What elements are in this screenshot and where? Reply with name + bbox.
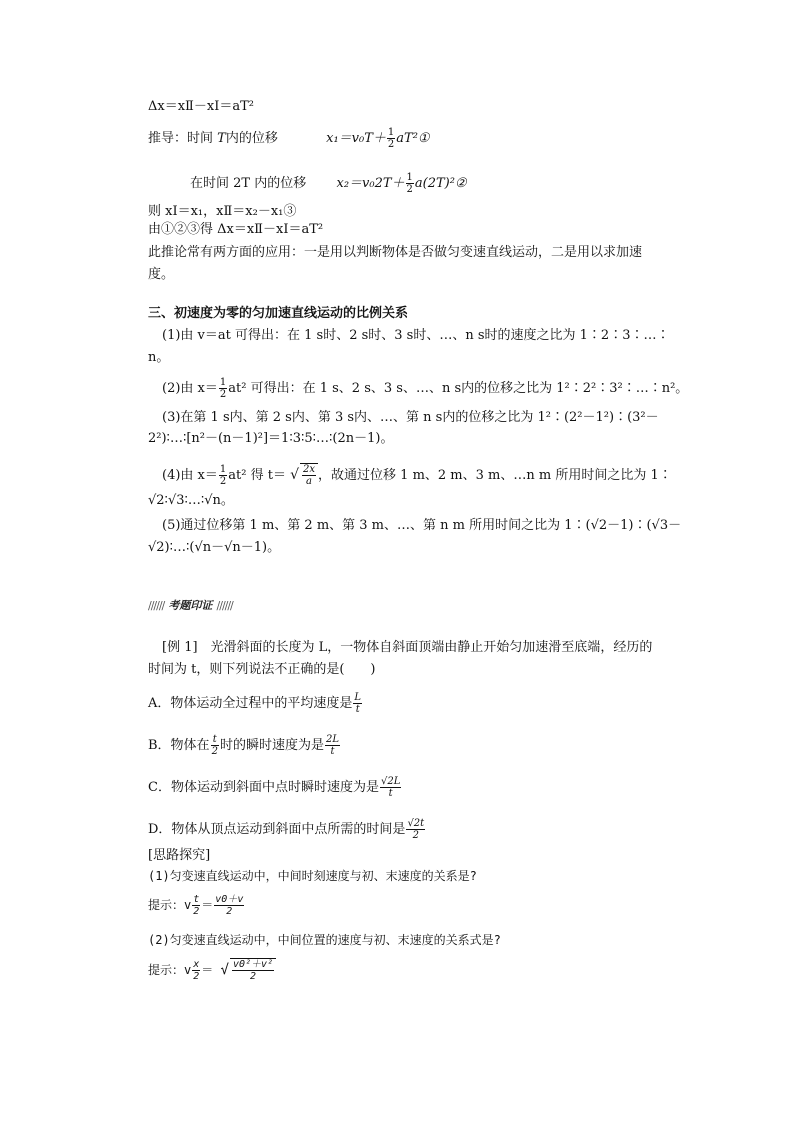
ratio-1: (1)由 v＝at 可得出：在 1 s时、2 s时、3 s时、…、n s时的速度之比为 1∶2∶3∶…∶ [162,328,670,343]
option-b-fraction: $\frac{2L}{t}$ [325,734,339,757]
option-b [148,734,341,757]
ratio-3-cont: 2²)∶…∶[n²－(n－1)²]＝1∶3∶5∶…∶(2n－1)。 [148,431,394,446]
derivation-label: 推导：时间 [148,131,214,146]
ratio-3: (3)在第 1 s内、第 2 s内、第 3 s内、…、第 n s内的位移之比为 1²∶(2²－1²)∶(3²－ [162,410,659,425]
derivation-line-2 [190,172,467,195]
option-a-text: A．物体运动全过程中的平均速度是 [148,696,353,711]
ratio-4-mid: at² 得 t＝ [228,468,286,483]
sqrt-icon-2: √ [220,962,229,978]
application-text: 此推论常有两方面的应用：一是用以判断物体是否做匀变速直线运动，二是用以求加速 [148,245,643,260]
explore-heading: [思路探究] [148,848,211,863]
hint-2-sqrt: $\frac{\text{v0²＋v²}}{2}$ [230,958,276,982]
ratio-4-post: ，故通过位移 1 m、2 m、3 m、…n m 所用时间之比为 1∶ [318,468,672,483]
derivation-line-4: 由①②③得 Δx＝xⅡ－xⅠ＝aT² [148,222,324,237]
derivation-line-1 [148,127,430,150]
banner-hatch-left: ////// [148,599,165,612]
explore-question-1: (1)匀变速直线运动中，中间时刻速度与初、末速度的关系是? [148,869,477,883]
hint-1-equals: ＝ [201,898,214,912]
banner-hatch-right: ////// [216,599,233,612]
hint-2 [148,958,276,982]
hint-2-subscript: $\frac{x}{2}$ [193,959,200,982]
hint-1-label: 提示：v [148,898,192,912]
option-c [148,776,402,799]
x2-formula-pre: x₂＝v₀2T＋ [336,176,405,191]
hint-2-label: 提示：v [148,963,192,977]
derivation-label-rest: 内的位移 [225,131,278,146]
option-d-text: D．物体从顶点运动到斜面中点所需的时间是 [148,822,406,837]
option-c-text: C．物体运动到斜面中点时瞬时速度为是 [148,780,379,795]
ratio-4 [162,463,672,487]
ratio-1-cont: n。 [148,350,170,365]
ratio-4-cont: √2∶√3∶…∶√n。 [148,493,234,508]
option-c-fraction: $\frac{√2L}{t}$ [380,776,401,799]
option-a-fraction: $\frac{L}{t}$ [354,692,362,715]
derivation-label-2: 在时间 2T 内的位移 [190,176,307,191]
option-a [148,692,363,715]
option-b-text: B．物体在 [148,738,210,753]
sqrt-2x-over-a: $\frac{2x}{a}$ [300,463,318,487]
x2-formula-post: a(2T)²② [414,176,467,191]
ratio-5-cont: √2)∶…∶(√n－√n－1)。 [148,540,281,555]
derivation-T: T [217,131,226,146]
exam-banner [148,598,233,614]
ratio-5: (5)通过位移第 1 m、第 2 m、第 3 m、…、第 n m 所用时间之比为 1∶(√2－1)∶(√3－ [162,518,682,533]
application-text-cont: 度。 [148,267,175,282]
x1-formula-post: aT²① [396,131,430,146]
ratio-2 [162,377,688,400]
option-d-fraction: $\frac{√2t}{2}$ [407,818,425,841]
option-b-time-fraction: $\frac{t}{2}$ [211,734,218,757]
banner-label: 考题印证 [168,599,213,612]
hint-2-equals: ＝ [201,963,214,977]
ratio-2-post: at² 可得出：在 1 s、2 s、3 s、…、n s内的位移之比为 1²∶2²∶3²∶…∶n²。 [228,381,689,396]
example-question: [例 1] 光滑斜面的长度为 L，一物体自斜面顶端由静止开始匀加速滑至底端，经历的 [162,640,653,655]
section-title: 三、初速度为零的匀加速直线运动的比例关系 [148,306,409,321]
half-fraction-2: $\frac{1}{2}$ [406,172,413,195]
delta-x-formula: Δx＝xⅡ－xⅠ＝aT² [148,99,254,114]
hint-1 [148,894,245,917]
ratio-4-pre: (4)由 x＝ [162,468,218,483]
half-fraction-4: $\frac{1}{2}$ [219,464,227,487]
example-question-cont: 时间为 t，则下列说法不正确的是( ) [148,662,376,677]
ratio-2-pre: (2)由 x＝ [162,381,218,396]
hint-1-fraction: $\frac{v0+v}{2}$ [215,894,244,917]
hint-1-subscript: $\frac{t}{2}$ [193,894,200,917]
explore-question-2: (2)匀变速直线运动中，中间位置的速度与初、末速度的关系式是? [148,933,501,947]
derivation-line-3: 则 xⅠ＝x₁，xⅡ＝x₂－x₁③ [148,204,297,219]
option-b-mid: 时的瞬时速度为是 [219,738,324,753]
sqrt-icon: √ [290,467,300,483]
x1-formula-pre: x₁＝v₀T＋ [326,131,386,146]
half-fraction: $\frac{1}{2}$ [387,127,395,150]
half-fraction-3: $\frac{1}{2}$ [219,377,227,400]
option-d [148,818,426,841]
